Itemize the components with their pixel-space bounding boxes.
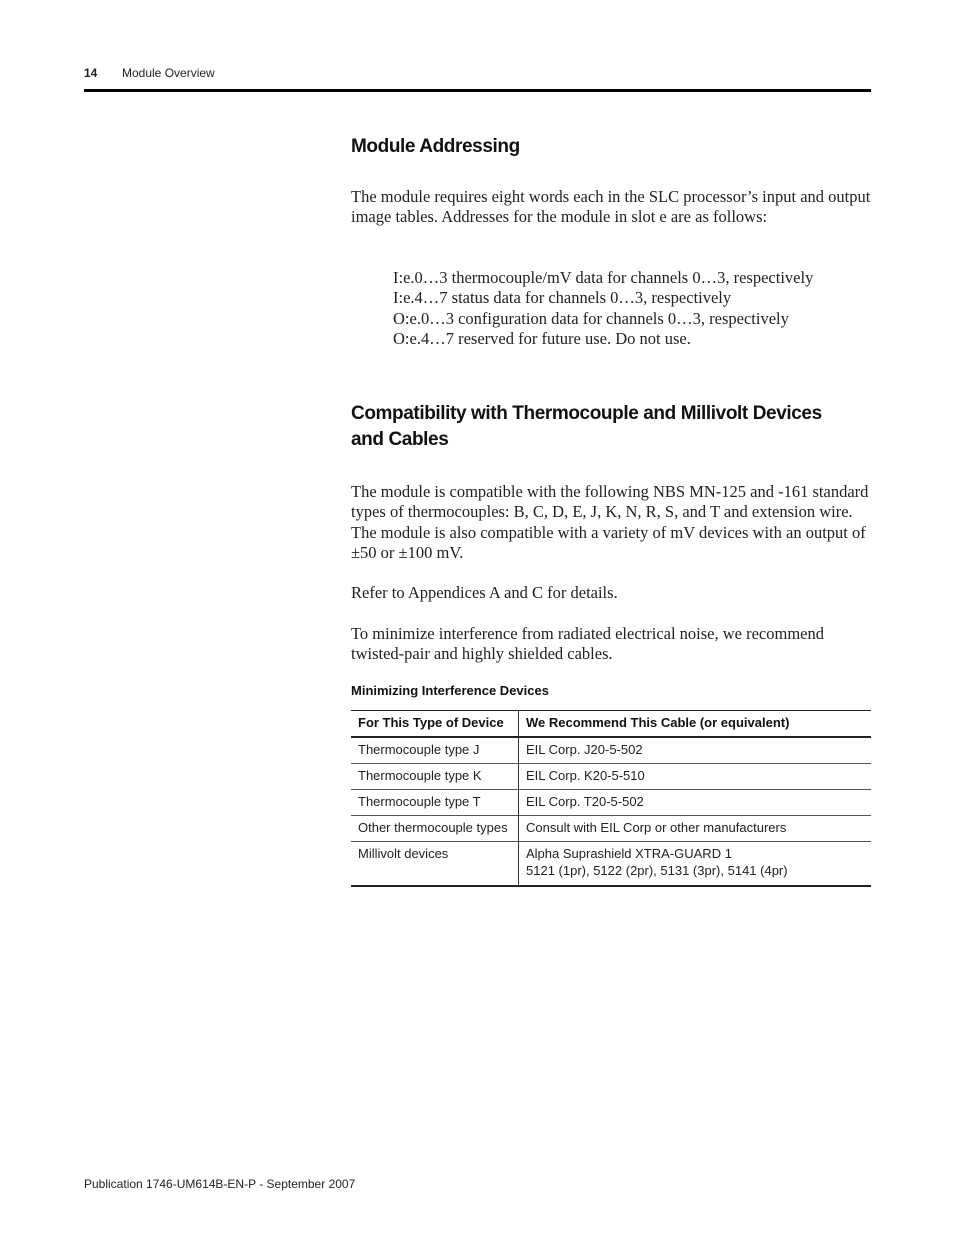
address-item: O:e.4…7 reserved for future use. Do not use. <box>393 328 691 348</box>
device-cell: Other thermocouple types <box>351 816 519 842</box>
section-heading-compatibility: Compatibility with Thermocouple and Millivolt Devices and Cables <box>351 403 822 450</box>
device-cell: Thermocouple type T <box>351 790 519 816</box>
column-header-recommended-cable: We Recommend This Cable (or equivalent) <box>526 715 790 730</box>
cable-cell: EIL Corp. K20-5-510 <box>526 768 645 783</box>
table-row <box>351 764 871 790</box>
noise-recommendation-paragraph: To minimize interference from radiated electrical noise, we recommend twisted-pair and highly shielded cables. <box>351 624 824 664</box>
cable-cell: EIL Corp. T20-5-502 <box>526 794 644 809</box>
running-header-title: Module Overview <box>122 66 215 80</box>
header-rule <box>84 89 871 92</box>
table-title: Minimizing Interference Devices <box>351 683 549 698</box>
device-cell: Millivolt devices <box>351 842 519 887</box>
device-cell: Thermocouple type K <box>351 764 519 790</box>
address-item: I:e.4…7 status data for channels 0…3, respectively <box>393 288 732 308</box>
compatibility-paragraph: The module is compatible with the following NBS MN-125 and -161 standard types of thermocouples: B, C, D, E, J, K, N, R, S, and T and extension wire. The module is also compatible with a variety of mV devices with an output of ±50 or ±100 mV. <box>351 482 869 563</box>
cable-line: Alpha Suprashield XTRA-GUARD 1 <box>526 846 732 861</box>
cable-line: 5121 (1pr), 5122 (2pr), 5131 (3pr), 5141 (4pr) <box>526 863 788 878</box>
section-heading-module-addressing: Module Addressing <box>351 136 520 157</box>
table-row <box>351 842 871 887</box>
table-row <box>351 790 871 816</box>
addressing-intro-paragraph: The module requires eight words each in the SLC processor’s input and output image tables. Addresses for the module in slot e are as follows: <box>351 187 871 227</box>
address-item: I:e.0…3 thermocouple/mV data for channels 0…3, respectively <box>393 268 814 287</box>
table-row <box>351 816 871 842</box>
page-number: 14 <box>84 66 98 80</box>
column-header-device-type: For This Type of Device <box>351 711 519 738</box>
device-cell: Thermocouple type J <box>351 737 519 764</box>
table-header-row <box>351 711 871 738</box>
appendix-reference-paragraph: Refer to Appendices A and C for details. <box>351 583 618 602</box>
table-row <box>351 737 871 764</box>
cable-cell: EIL Corp. J20-5-502 <box>526 742 643 757</box>
address-list <box>393 268 813 349</box>
address-item: O:e.0…3 configuration data for channels 0…3, respectively <box>393 308 789 328</box>
interference-devices-table <box>351 710 871 887</box>
cable-cell: Consult with EIL Corp or other manufacturers <box>526 820 787 835</box>
publication-footer: Publication 1746-UM614B-EN-P - September 2007 <box>84 1177 356 1191</box>
cable-cell <box>519 842 872 887</box>
